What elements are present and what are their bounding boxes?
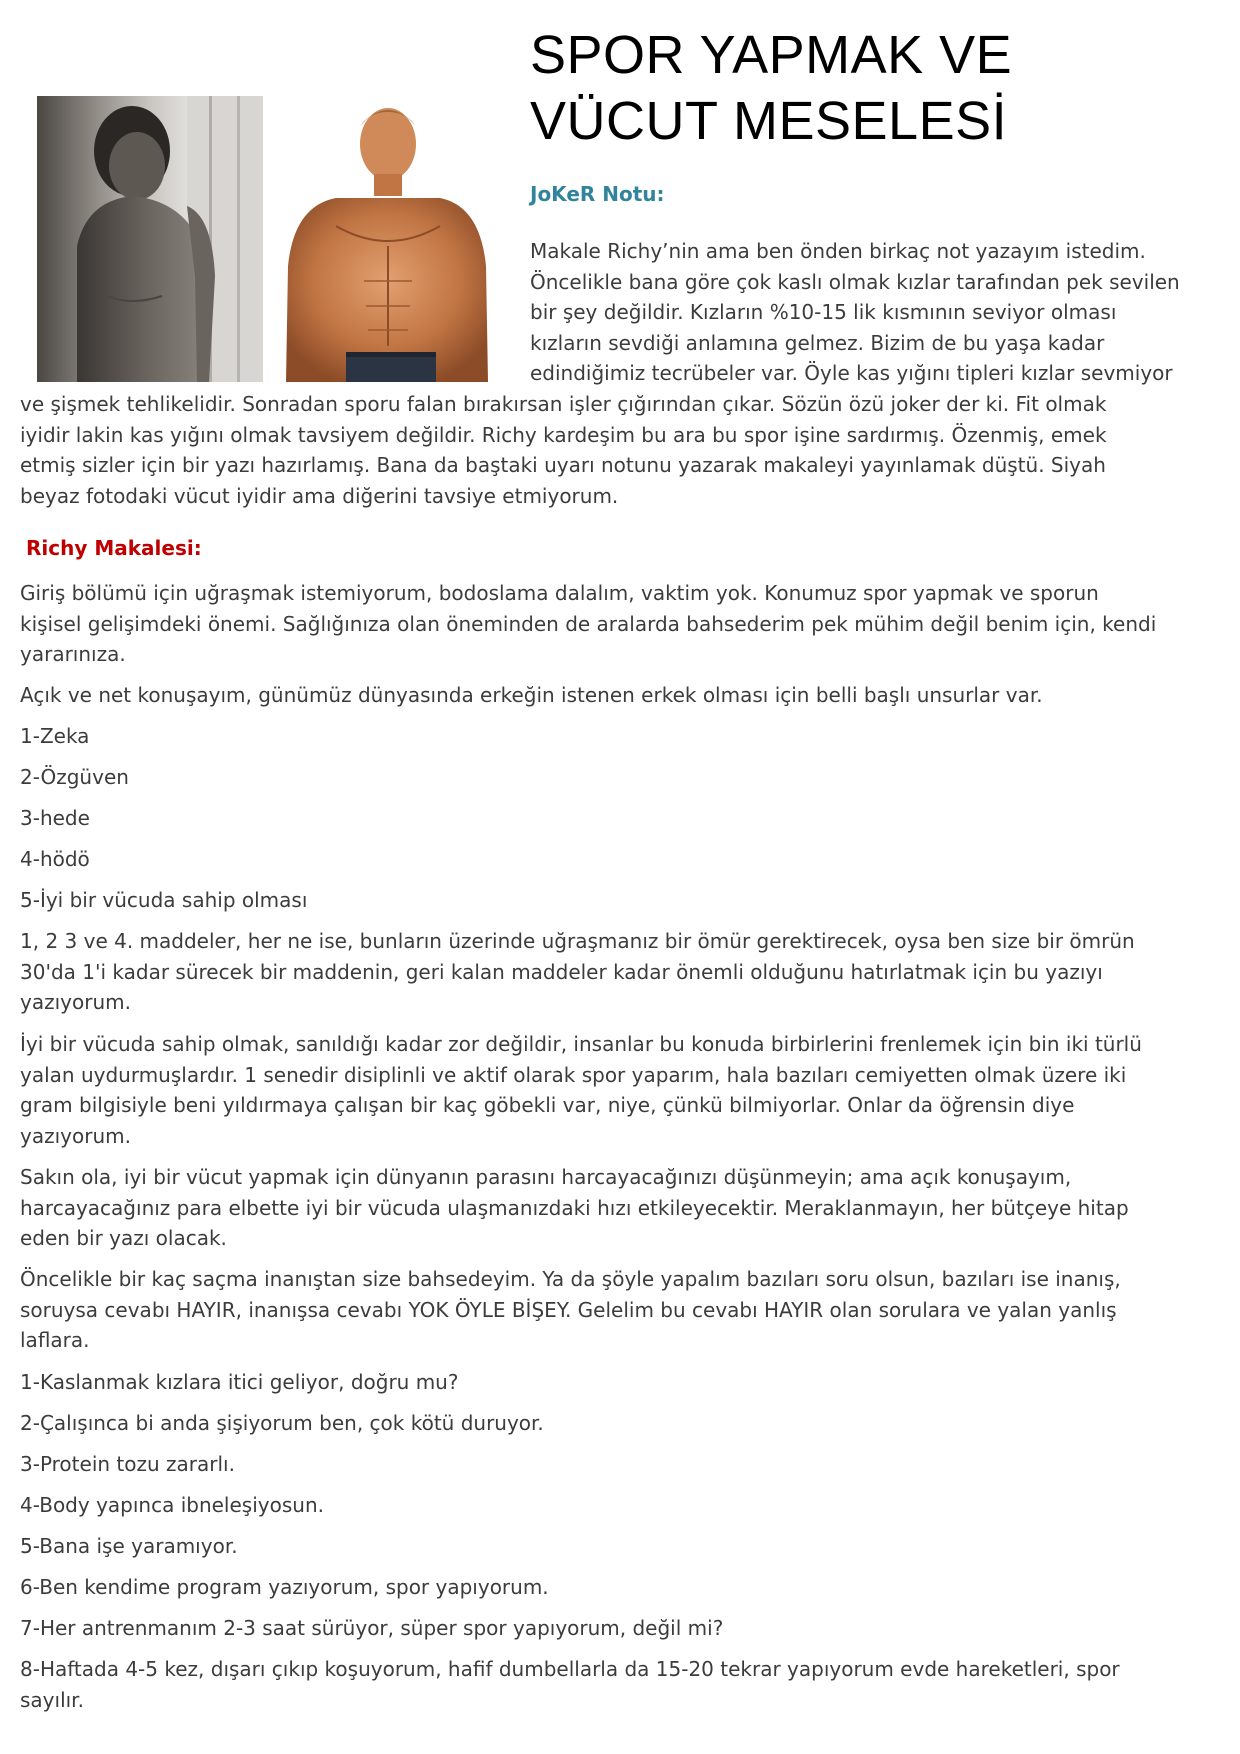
title-line-2: VÜCUT MESELESİ — [530, 91, 1008, 151]
paragraph-items — [20, 926, 1232, 1018]
joker-note-full-text — [20, 389, 1230, 511]
richy-article-heading: Richy Makalesi: — [26, 536, 202, 560]
list-item — [20, 1613, 1232, 1644]
text-line: harcayacağınız para elbette iyi bir vücuda ulaşmanızdaki hızı etkileyecektir. Meraklanmayın, her bütçeye hitap — [20, 1195, 1129, 1220]
header-photos — [37, 96, 507, 382]
text-line: sayılır. — [20, 1687, 84, 1712]
list-item — [20, 1449, 1232, 1480]
bw-photo-illustration — [37, 96, 263, 382]
list-item — [20, 1572, 1232, 1603]
text-line: kişisel gelişimdeki önemi. Sağlığınıza olan öneminden de aralarda bahsederim pek mühim değil benim için, kendi — [20, 611, 1157, 636]
text-line: Giriş bölümü için uğraşmak istemiyorum, bodoslama dalalım, vaktim yok. Konumuz spor yapmak ve sporun — [20, 581, 1099, 605]
list-item-text: 4-hödö — [20, 847, 90, 871]
list-item — [20, 1531, 1232, 1562]
list-item-text: 5-Bana işe yaramıyor. — [20, 1534, 238, 1558]
paragraph-body — [20, 1029, 1232, 1151]
text-line: Öncelikle bana göre çok kaslı olmak kızlar tarafından pek sevilen — [530, 269, 1180, 294]
list-item-text: 4-Body yapınca ibneleşiyosun. — [20, 1493, 324, 1517]
list-item-text: 2-Çalışınca bi anda şişiyorum ben, çok kötü duruyor. — [20, 1411, 544, 1435]
text-line: eden bir yazı olacak. — [20, 1226, 227, 1250]
paragraph-intro — [20, 578, 1232, 670]
text-line: Sakın ola, iyi bir vücut yapmak için dünyanın parasını harcayacağınızı düşünmeyin; ama açık konuşayım, — [20, 1165, 1072, 1189]
muscular-man-photo-icon — [266, 96, 507, 382]
list-item-text: 1-Zeka — [20, 724, 90, 748]
text-line: Öncelikle bir kaç saçma inanıştan size bahsedeyim. Ya da şöyle yapalım bazıları soru olsun, bazıları ise inanış, — [20, 1267, 1121, 1291]
list-item — [20, 1654, 1232, 1715]
list-item-text: 6-Ben kendime program yazıyorum, spor yapıyorum. — [20, 1575, 549, 1599]
joker-note-heading: JoKeR Notu: — [530, 182, 665, 206]
list-item-text: 2-Özgüven — [20, 765, 129, 789]
text-line: laflara. — [20, 1328, 90, 1352]
text-line: yararınıza. — [20, 642, 126, 666]
text-line: yalan uydurmuşlardır. 1 senedir disiplinli ve aktif olarak spor yaparım, hala bazıları cemiyetten olmak üzere iki — [20, 1062, 1127, 1087]
list-item — [20, 721, 1232, 752]
list-item-text: 7-Her antrenmanım 2-3 saat sürüyor, süper spor yapıyorum, değil mi? — [20, 1616, 724, 1640]
text-line: İyi bir vücuda sahip olmak, sanıldığı kadar zor değildir, insanlar bu konuda birbirlerini frenlemek için bin iki türlü — [20, 1032, 1142, 1056]
list-item-text: 1-Kaslanmak kızlara itici geliyor, doğru mu? — [20, 1370, 459, 1394]
text-line: edindiğimiz tecrübeler var. Öyle kas yığını tipleri kızlar sevmiyor — [530, 361, 1173, 385]
list-item — [20, 803, 1232, 834]
text-line: yazıyorum. — [20, 990, 131, 1014]
text-line: Makale Richy’nin ama ben önden birkaç not yazayım istedim. — [530, 239, 1146, 263]
list-item-text: 3-hede — [20, 806, 90, 830]
list-item — [20, 844, 1232, 875]
list-item-text: 5-İyi bir vücuda sahip olması — [20, 888, 308, 912]
text-line: 30'da 1'i kadar sürecek bir maddenin, geri kalan maddeler kadar önemli olduğunu hatırlatmak için bu yazıyı — [20, 959, 1103, 984]
text-line: Açık ve net konuşayım, günümüz dünyasında erkeğin istenen erkek olması için belli başlı unsurlar var. — [20, 683, 1043, 707]
joker-note-wrapped-text — [530, 236, 1230, 389]
text-line: kızların sevdiği anlamına gelmez. Bizim de bu yaşa kadar — [530, 330, 1105, 355]
text-line: 1, 2 3 ve 4. maddeler, her ne ise, bunların üzerinde uğraşmanız bir ömür gerektirecek, oysa ben size bir ömrün — [20, 929, 1135, 953]
muscular-man-illustration — [266, 96, 507, 382]
paragraph-budget — [20, 1162, 1232, 1254]
list-item — [20, 1367, 1232, 1398]
list-item — [20, 885, 1232, 916]
text-line: gram bilgisiyle beni yıldırmaya çalışan bir kaç göbekli var, niye, çünkü bilmiyorlar. Onlar da öğrensin diye — [20, 1093, 1075, 1117]
text-line: soruysa cevabı HAYIR, inanışsa cevabı YOK ÖYLE BİŞEY. Gelelim bu cevabı HAYIR olan sorulara ve yalan yanlış — [20, 1297, 1117, 1322]
text-line: 8-Haftada 4-5 kez, dışarı çıkıp koşuyorum, hafif dumbellarla da 15-20 tekrar yapıyorum evde hareketleri, spor — [20, 1657, 1120, 1681]
list-item — [20, 762, 1232, 793]
text-line: bir şey değildir. Kızların %10-15 lik kısmının seviyor olması — [530, 300, 1117, 324]
paragraph-myths — [20, 1264, 1232, 1356]
text-line: etmiş sizler için bir yazı hazırlamış. Bana da baştaki uyarı notunu yazarak makaleyi yayınlamak düştü. Siyah — [20, 453, 1106, 477]
title-line-1: SPOR YAPMAK VE — [530, 25, 1013, 85]
text-line: yazıyorum. — [20, 1123, 131, 1148]
text-line: iyidir lakin kas yığını olmak tavsiyem değildir. Richy kardeşim bu ara bu spor işine sardırmış. Özenmiş, emek — [20, 422, 1107, 447]
bw-photo-man-icon — [37, 96, 263, 382]
paragraph-criteria — [20, 680, 1232, 711]
list-item-text: 3-Protein tozu zararlı. — [20, 1452, 235, 1476]
list-item — [20, 1490, 1232, 1521]
text-line: ve şişmek tehlikelidir. Sonradan sporu falan bırakırsan işler çığırından çıkar. Sözün özü joker der ki. Fit olmak — [20, 392, 1107, 416]
list-item — [20, 1408, 1232, 1439]
page-title — [530, 22, 1230, 154]
text-line: beyaz fotodaki vücut iyidir ama diğerini tavsiye etmiyorum. — [20, 483, 619, 508]
